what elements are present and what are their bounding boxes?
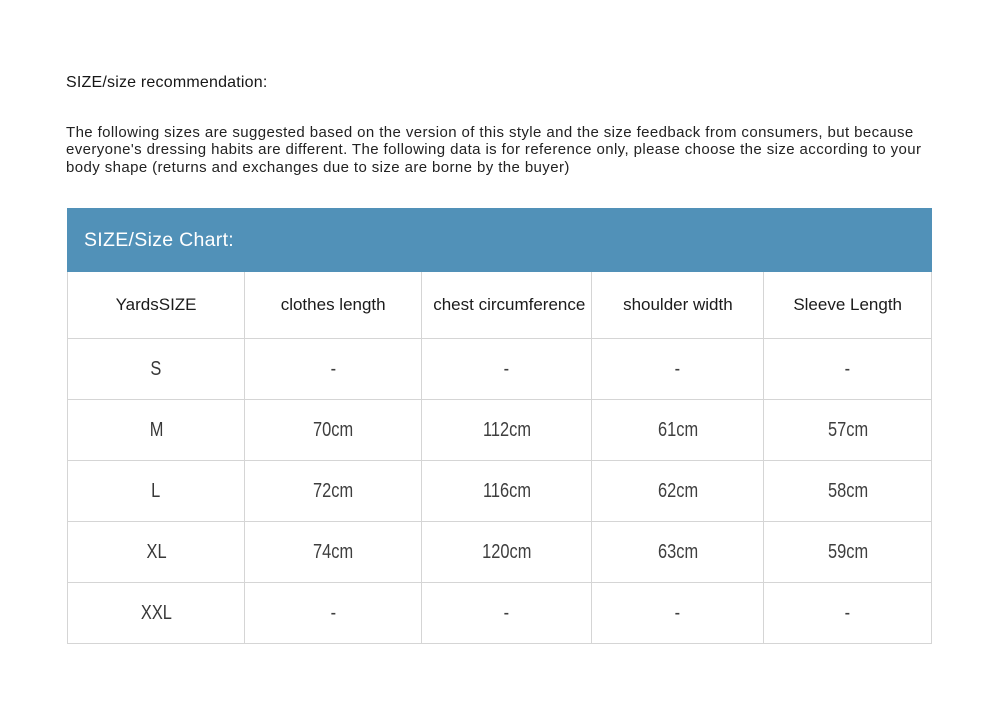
chest-circumference-cell: 112cm xyxy=(422,399,592,460)
chest-circumference-cell: - xyxy=(422,582,592,643)
table-row-xxl xyxy=(68,582,932,643)
sleeve-length-cell: - xyxy=(764,338,932,399)
table-row-l xyxy=(68,460,932,521)
column-header-clothes-length: clothes length xyxy=(245,272,422,338)
table-row-m xyxy=(68,399,932,460)
size-cell: L xyxy=(68,460,245,521)
size-note-paragraph: The following sizes are suggested based on the version of this style and the size feedback from consumers, but because everyone's dressing habits are different. The following data is for reference only, please choose the size according to your body shape (returns and exchanges due to size are borne by the buyer) xyxy=(66,124,922,176)
sleeve-length-cell: - xyxy=(764,582,932,643)
size-cell: XXL xyxy=(68,582,245,643)
clothes-length-cell: 72cm xyxy=(245,460,422,521)
size-table xyxy=(67,272,932,644)
sleeve-length-cell: 58cm xyxy=(764,460,932,521)
shoulder-width-cell: 62cm xyxy=(592,460,764,521)
column-header-yards-size: YardsSIZE xyxy=(68,272,245,338)
table-row-s xyxy=(68,338,932,399)
sleeve-length-cell: 59cm xyxy=(764,521,932,582)
clothes-length-cell: 74cm xyxy=(245,521,422,582)
table-row-xl xyxy=(68,521,932,582)
chest-circumference-cell: - xyxy=(422,338,592,399)
chest-circumference-cell: 116cm xyxy=(422,460,592,521)
column-header-sleeve-length: Sleeve Length xyxy=(764,272,932,338)
clothes-length-cell: - xyxy=(245,582,422,643)
clothes-length-cell: - xyxy=(245,338,422,399)
size-cell: XL xyxy=(68,521,245,582)
size-cell: M xyxy=(68,399,245,460)
size-chart-title: SIZE/Size Chart: xyxy=(84,228,235,251)
shoulder-width-cell: 61cm xyxy=(592,399,764,460)
shoulder-width-cell: - xyxy=(592,582,764,643)
size-cell: S xyxy=(68,338,245,399)
sleeve-length-cell: 57cm xyxy=(764,399,932,460)
size-chart-section xyxy=(67,208,932,644)
section-heading: SIZE/size recommendation: xyxy=(66,74,268,91)
shoulder-width-cell: 63cm xyxy=(592,521,764,582)
column-header-chest-circumference: chest circumference xyxy=(422,272,592,338)
shoulder-width-cell: - xyxy=(592,338,764,399)
table-header-row xyxy=(68,272,932,338)
size-chart-title-bar xyxy=(67,208,932,272)
chest-circumference-cell: 120cm xyxy=(422,521,592,582)
clothes-length-cell: 70cm xyxy=(245,399,422,460)
column-header-shoulder-width: shoulder width xyxy=(592,272,764,338)
